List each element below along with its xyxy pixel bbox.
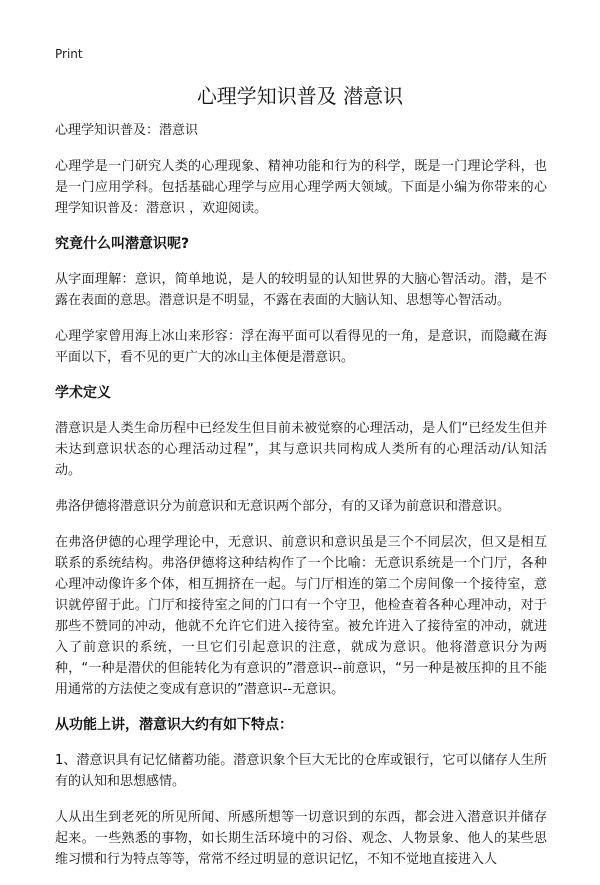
paragraph: 潜意识是人类生命历程中已经发生但目前未被觉察的心理活动，是人们“已经发生但并未达到意识状态的心理活动过程”，其与意识共同构成人类所有的心理活动/认知活动。 bbox=[55, 421, 547, 478]
article-body bbox=[55, 120, 547, 885]
paragraph: 弗洛伊德将潜意识分为前意识和无意识两个部分，有的又译为前意识和潜意识。 bbox=[55, 499, 511, 514]
section-heading: 从功能上讲，潜意识大约有如下特点： bbox=[55, 717, 293, 733]
page-title: 心理学知识普及 潜意识 bbox=[196, 84, 404, 108]
paragraph: 人从出生到老死的所见所闻、所感所想等一切意识到的东西，都会进入潜意识并储存起来。一些熟悉的事物，如长期生活环境中的习俗、观念、人物景象、他人的某些思维习惯和行为特点等等，常常不经过明显的意识记忆，不知不觉地直接进入人 bbox=[55, 810, 547, 867]
section-heading: 学术定义 bbox=[55, 385, 111, 401]
paragraph: 心理学知识普及：潜意识 bbox=[55, 123, 199, 138]
paragraph: 心理学是一门研究人类的心理现象、精神功能和行为的科学，既是一门理论学科，也是一门应用学科。包括基础心理学与应用心理学两大领域。下面是小编为你带来的心理学知识普及：潜意识 ，欢迎阅读。 bbox=[55, 159, 547, 216]
paragraph: 在弗洛伊德的心理学理论中，无意识、前意识和意识虽是三个不同层次，但又是相互联系的系统结构。弗洛伊德将这种结构作了一个比喻：无意识系统是一个门厅，各种心理冲动像许多个体，相互拥挤在一起。与门厅相连的第二个房间像一个接待室，意识就停留于此。门厅和接待室之间的门口有一个守卫，他检查着各种心理冲动，对于那些不赞同的冲动，他就不允许它们进入接待室。被允许进入了接待室的冲动，就进入了前意识的系统，一旦它们引起意识的注意，就成为意识。他将潜意识分为两种，“一种是潜伏的但能转化为有意识的”潜意识--前意识，“另一种是被压抑的且不能用通常的方法使之变成有意识的”潜意识--无意识。 bbox=[55, 535, 547, 697]
paragraph: 1、潜意识具有记忆储蓄功能。潜意识象个巨大无比的仓库或银行，它可以储存人生所有的认知和思想感情。 bbox=[55, 753, 547, 789]
paragraph: 心理学家曾用海上冰山来形容：浮在海平面可以看得见的一角，是意识，而隐藏在海平面以下，看不见的更广大的冰山主体便是潜意识。 bbox=[55, 329, 547, 365]
paragraph: 从字面理解：意识，简单地说，是人的较明显的认知世界的大脑心智活动。潜，是不露在表面的意思。潜意识是不明显，不露在表面的大脑认知、思想等心智活动。 bbox=[55, 272, 547, 308]
print-label: Print bbox=[55, 47, 83, 61]
section-heading: 究竟什么叫潜意识呢? bbox=[55, 236, 190, 252]
